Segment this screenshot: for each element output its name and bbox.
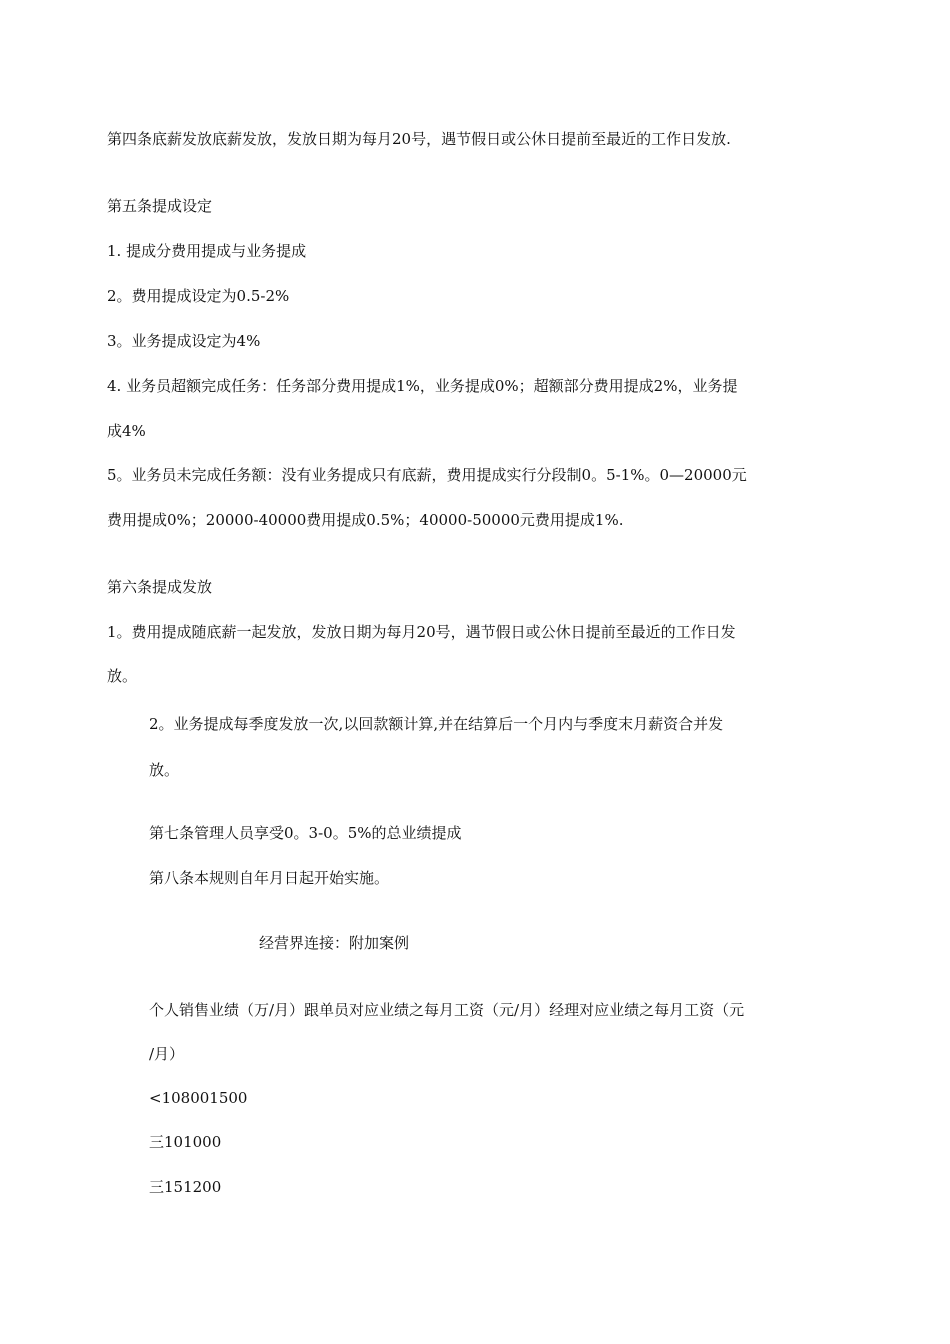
article-5-item-4-line-1: 4. 业务员超额完成任务：任务部分费用提成1%，业务提成0%；超额部分费用提成2%，业务提 [107,377,738,395]
article-7-text: 第七条管理人员享受0。3-0。5%的总业绩提成 [149,824,462,842]
table-row-2: 三101000 [149,1133,222,1151]
table-header-line-1: 个人销售业绩（万/月）跟单员对应业绩之每月工资（元/月）经理对应业绩之每月工资（元 [149,1001,745,1019]
article-6-item-2-line-2: 放。 [149,761,180,779]
table-row-3: 三151200 [149,1178,222,1196]
article-4-text: 第四条底薪发放底薪发放，发放日期为每月20号，遇节假日或公休日提前至最近的工作日发放. [107,130,731,148]
article-5-item-1: 1. 提成分费用提成与业务提成 [107,242,307,260]
article-5-item-4-line-2: 成4% [107,422,146,440]
article-8-text: 第八条本规则自年月日起开始实施。 [149,869,390,887]
article-6-item-2-line-1: 2。业务提成每季度发放一次,以回款额计算,并在结算后一个月内与季度末月薪资合并发 [149,715,724,733]
article-6-item-1-line-1: 1。费用提成随底薪一起发放，发放日期为每月20号，遇节假日或公休日提前至最近的工作日发 [107,623,736,641]
article-5-item-5-line-2: 费用提成0%；20000-40000费用提成0.5%；40000-50000元费用提成1%. [107,511,624,529]
article-6-heading: 第六条提成发放 [107,578,213,596]
article-5-heading: 第五条提成设定 [107,197,213,215]
table-row-1: <108001500 [149,1089,248,1107]
article-6-item-1-line-2: 放。 [107,667,138,685]
article-5-item-2: 2。费用提成设定为0.5-2% [107,287,290,305]
article-5-item-3: 3。业务提成设定为4% [107,332,261,350]
table-header-line-2: /月） [149,1045,185,1063]
article-5-item-5-line-1: 5。业务员未完成任务额：没有业务提成只有底薪，费用提成实行分段制0。5-1%。0—20000元 [107,466,747,484]
appendix-heading: 经营界连接：附加案例 [259,934,410,952]
